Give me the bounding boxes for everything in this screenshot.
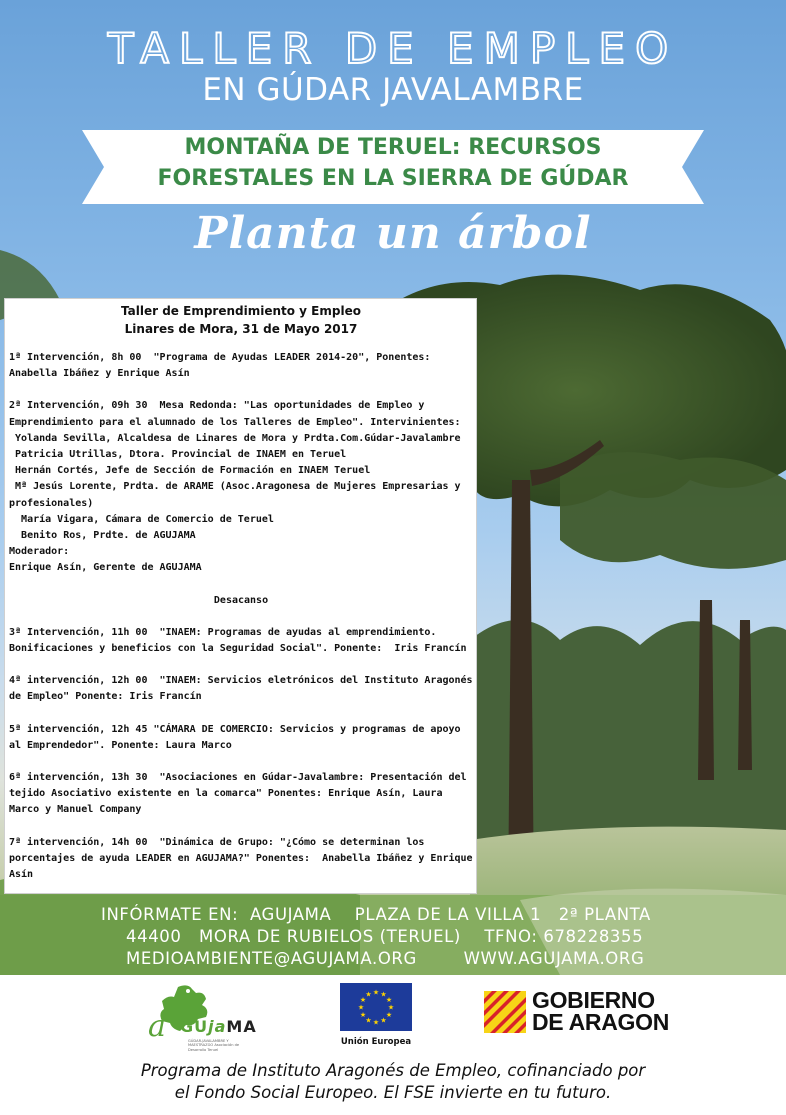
eu-star-icon: ★ [380, 1016, 387, 1025]
eu-flag-icon [340, 983, 412, 1031]
contact-line-3[interactable]: MEDIOAMBIENTE@AGUJAMA.ORG WWW.AGUJAMA.ORG [126, 949, 645, 968]
program-item-6: 6ª intervención, 13h 30 "Asociaciones en Gúdar-Javalambre: Presentación del tejido Asociativo existente en la comarca" Ponentes: Enrique Asín, Laura Marco y Manuel Company [9, 772, 473, 816]
title-line-1: TALLER DE EMPLEO [107, 24, 679, 73]
contact-line-2: 44400 MORA DE RUBIELOS (TERUEL) TFNO: 678228355 [126, 927, 644, 946]
eu-star-icon: ★ [385, 996, 393, 1004]
subtitle: Planta un árbol [194, 208, 592, 259]
title-line-2: EN GÚDAR JAVALAMBRE [202, 72, 584, 108]
program-item-2-participant-1: Yolanda Sevilla, Alcaldesa de Linares de Mora y Prdta.Com.Gúdar-Javalambre [9, 432, 461, 444]
eu-star-icon: ★ [380, 990, 387, 999]
eu-label: Unión Europea [340, 1037, 412, 1047]
footer-note [0, 1060, 786, 1104]
program-item-1: 1ª Intervención, 8h 00 "Programa de Ayudas LEADER 2014-20", Ponentes: Anabella Ibáñez y Enrique Asín [9, 352, 437, 380]
eu-star-icon: ★ [357, 1003, 365, 1012]
program-item-7: 7ª intervención, 14h 00 "Dinámica de Grupo: "¿Cómo se determinan los porcentajes de ayuda LEADER en AGUJAMA?" Ponentes: Anabella Ibáñez y Enrique Asín [9, 836, 479, 881]
program-item-2-participant-3: Hernán Cortés, Jefe de Sección de Formación en INAEM Teruel [9, 465, 371, 477]
aragon-flag-stripes [484, 991, 526, 1033]
program-item-5: 5ª intervención, 12h 45 "CÁMARA DE COMERCIO: Servicios y programas de apoyo al Emprendedor". Ponente: Laura Marco [9, 723, 467, 751]
gobierno-aragon-logo [484, 989, 684, 1039]
program-heading-1: Taller de Emprendimiento y Empleo [121, 304, 361, 318]
aragon-line-2: DE ARAGON [532, 1009, 670, 1035]
break-label: Desacanso [213, 594, 269, 606]
eu-logo [340, 983, 412, 1051]
program-item-2-participant-5: María Vigara, Cámara de Comercio de Teruel [9, 513, 274, 525]
eu-star-icon: ★ [359, 996, 367, 1004]
contact-info [0, 897, 786, 972]
agujama-a: a [148, 1009, 166, 1044]
banner-text [82, 132, 704, 194]
eu-star-icon: ★ [365, 990, 372, 999]
moderator: Enrique Asín, Gerente de AGUJAMA [9, 562, 202, 574]
eu-star-icon: ★ [372, 1018, 380, 1027]
eu-star-icon: ★ [385, 1011, 393, 1019]
agujama-gu: GU [180, 1017, 209, 1036]
banner-line-1: MONTAÑA DE TERUEL: RECURSOS [184, 135, 602, 160]
moderator-label: Moderador: [9, 546, 70, 558]
program-item-2-participant-6: Benito Ros, Prdte. de AGUJAMA [9, 530, 196, 542]
contact-line-1: INFÓRMATE EN: AGUJAMA PLAZA DE LA VILLA 1 2ª PLANTA [101, 905, 651, 924]
aragon-wordmark [532, 989, 669, 1033]
program-item-2-intro: 2ª Intervención, 09h 30 Mesa Redonda: "Las oportunidades de Empleo y Emprendimiento para el alumnado de los Talleres de Empleo". Intervinientes: [9, 400, 461, 428]
program-item-4: 4ª intervención, 12h 00 "INAEM: Servicios eletrónicos del Instituto Aragonés de Empleo" Ponente: Iris Francín [9, 675, 479, 703]
program-item-2-participant-2: Patricia Utrillas, Dtora. Provincial de INAEM en Teruel [9, 449, 347, 461]
agujama-logo [148, 979, 280, 1059]
footer-line-1: Programa de Instituto Aragonés de Empleo, cofinanciado por [140, 1061, 646, 1080]
agujama-ja: ja [208, 1017, 227, 1036]
aragon-flag-icon [484, 991, 526, 1033]
program-item-3: 3ª Intervención, 11h 00 "INAEM: Programas de ayudas al emprendimiento. Bonificaciones y beneficios con la Seguridad Social". Ponente: Iris Francín [9, 626, 467, 655]
logos-strip [0, 975, 786, 1060]
agujama-ma: MA [226, 1017, 257, 1036]
agujama-wordmark [180, 1017, 257, 1036]
eu-stars [340, 983, 412, 1031]
aragon-line-1: GOBIERNO [532, 987, 655, 1013]
footer-line-2: el Fondo Social Europeo. El FSE invierte en tu futuro. [174, 1083, 612, 1102]
program-item-2-participant-4: Mª Jesús Lorente, Prdta. de ARAME (Asoc.Aragonesa de Mujeres Empresarias y profesionales) [9, 481, 467, 509]
eu-star-icon: ★ [372, 988, 380, 997]
eu-star-icon: ★ [365, 1016, 372, 1025]
banner-line-2: FORESTALES EN LA SIERRA DE GÚDAR [157, 166, 629, 191]
eu-star-icon: ★ [387, 1003, 395, 1012]
program-heading-2: Linares de Mora, 31 de Mayo 2017 [124, 322, 358, 336]
program-box [4, 298, 477, 894]
eu-star-icon: ★ [359, 1011, 367, 1019]
ribbon-banner [82, 128, 704, 206]
agujama-subtitle: GÚDAR-JAVALAMBRE Y MAESTRAZGO Asociación de Desarrollo Teruel [188, 1039, 240, 1052]
